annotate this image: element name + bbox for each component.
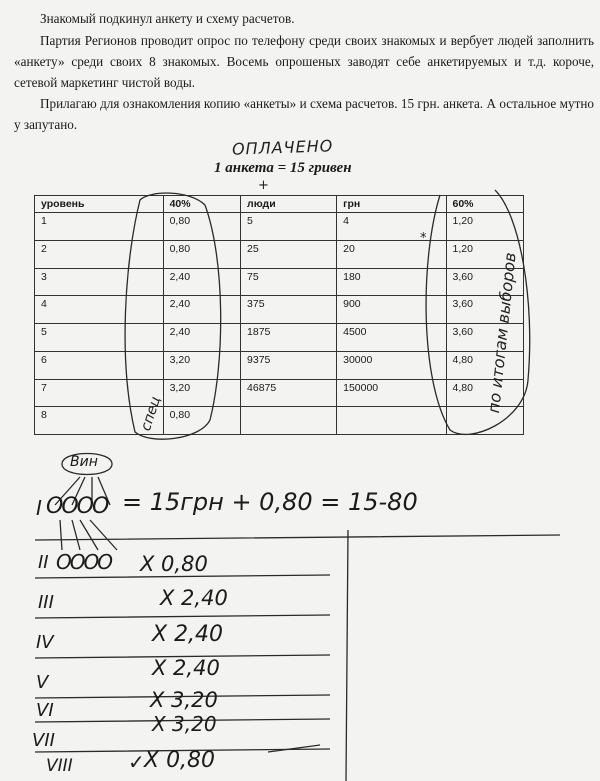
cell-60: 1,20 (446, 240, 524, 268)
cell-40: 3,20 (163, 351, 240, 379)
handwritten-level-label: III (38, 592, 54, 613)
cell-level: 7 (35, 379, 164, 407)
cell-60: 1,20 (446, 213, 524, 241)
handwritten-level-1-circles: ОООО (46, 494, 108, 519)
column-header-people: люди (241, 196, 337, 213)
scheme-heading: 1 анкета = 15 гривен (214, 160, 352, 176)
cell-40: 0,80 (163, 213, 240, 241)
handwritten-level-value: Х 3,20 (150, 688, 218, 712)
cell-uah: 20 (337, 240, 446, 268)
cell-level: 6 (35, 351, 164, 379)
handwritten-level-value: Х 2,40 (160, 586, 228, 610)
handwritten-level-label: V (36, 672, 49, 693)
handwritten-level-value: Х 2,40 (152, 656, 220, 680)
handwritten-level-label: II (38, 552, 49, 573)
handwritten-level-label: VII (32, 730, 55, 751)
handwritten-level-value: Х 0,80 (144, 748, 216, 773)
cell-60: 3,60 (446, 296, 524, 324)
arrow-stroke (268, 745, 320, 752)
cell-40: 0,80 (163, 407, 240, 435)
cell-40: 2,40 (163, 268, 240, 296)
handwritten-plus-mark: + (258, 178, 269, 193)
cell-uah: 4500 (337, 324, 446, 352)
cell-40: 2,40 (163, 296, 240, 324)
attachment-paragraph: Прилагаю для ознакомления копию «анкеты» и схема расчетов. 15 грн. анкета. А остальное мутно у запутано. (14, 96, 594, 132)
handwritten-formula: = 15грн + 0,80 = 15-80 (122, 488, 418, 516)
column-header-40: 40% (163, 196, 240, 213)
handwritten-level-label: IV (36, 632, 54, 653)
cell-people: 75 (241, 268, 337, 296)
cell-level: 8 (35, 407, 164, 435)
cell-people: 5 (241, 213, 337, 241)
handwritten-margin-note-right: по итогам выборов (484, 251, 520, 414)
handwritten-level-value: Х 0,80 (140, 552, 208, 576)
cell-uah: 150000 (337, 379, 446, 407)
intro-paragraph: Партия Регионов проводит опрос по телефону среди своих знакомых и вербует людей заполнить «анкету» среди своих 8 знакомых. Восемь опрошеных заводят себе анкетируемых и т.д. короче, сетевой маркетинг чистой воды. (14, 33, 594, 90)
cell-uah: 30000 (337, 351, 446, 379)
cell-40: 3,20 (163, 379, 240, 407)
intro-line: Знакомый подкинул анкету и схему расчетов. (40, 11, 295, 26)
cell-60: 4,80 (446, 351, 524, 379)
handwritten-star-mark: * (420, 231, 427, 246)
cell-level: 2 (35, 240, 164, 268)
handwritten-level-1-label: I (36, 496, 42, 520)
column-header-level: уровень (35, 196, 164, 213)
cell-uah: 180 (337, 268, 446, 296)
cell-people: 1875 (241, 324, 337, 352)
handwritten-level-label: VIII (46, 756, 73, 776)
cell-60: 4,80 (446, 379, 524, 407)
cell-level: 3 (35, 268, 164, 296)
column-header-uah: грн (337, 196, 446, 213)
cell-people: 25 (241, 240, 337, 268)
cell-level: 4 (35, 296, 164, 324)
vertical-divider (346, 530, 348, 781)
handwritten-level-circles: ОООО (56, 550, 111, 574)
handwritten-margin-note-left: спец (138, 394, 165, 433)
column-header-60: 60% (446, 196, 524, 213)
handwritten-level-label: VI (36, 700, 54, 721)
oval-60-column (426, 190, 530, 434)
handwritten-paid-note: ОПЛАЧЕНО (231, 136, 334, 159)
handwritten-level-value: Х 2,40 (152, 622, 224, 647)
cell-level: 5 (35, 324, 164, 352)
cell-40: 0,80 (163, 240, 240, 268)
cell-people: 46875 (241, 379, 337, 407)
cell-60: 3,60 (446, 324, 524, 352)
cell-uah: 4 (337, 213, 446, 241)
cell-people: 375 (241, 296, 337, 324)
oval-40-column (125, 193, 221, 439)
cell-40: 2,40 (163, 324, 240, 352)
handwritten-circle-label: Вин (70, 454, 98, 470)
handwritten-level-value: Х 3,20 (152, 712, 217, 736)
cell-people: 9375 (241, 351, 337, 379)
rule-lines (35, 535, 560, 752)
cell-60: 3,60 (446, 268, 524, 296)
handwritten-check-mark: ✓ (128, 750, 145, 774)
cell-uah: 900 (337, 296, 446, 324)
cell-level: 1 (35, 213, 164, 241)
